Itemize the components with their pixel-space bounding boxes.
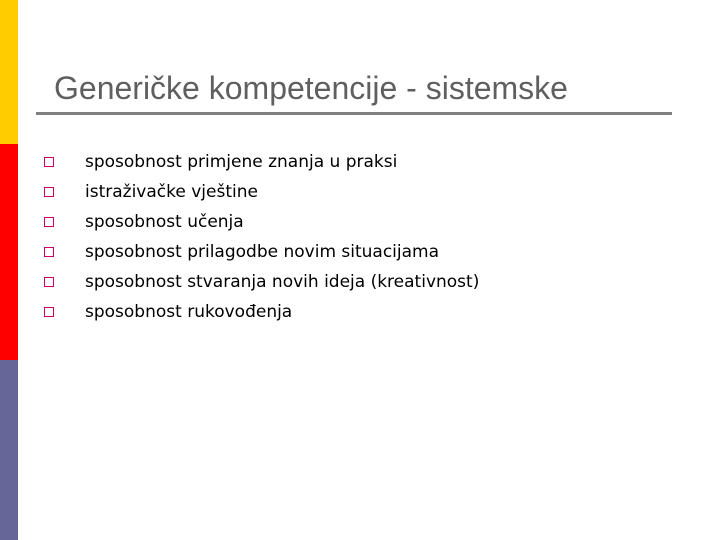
bullet-text: sposobnost rukovođenja (85, 302, 293, 322)
square-bullet-icon (44, 217, 54, 227)
square-bullet-icon (44, 307, 54, 317)
square-bullet-icon (44, 187, 54, 197)
bullet-text: sposobnost stvaranja novih ideja (kreativnost) (85, 272, 480, 292)
square-bullet-icon (44, 277, 54, 287)
bullet-text: istraživačke vještine (85, 182, 258, 202)
side-stripe-purple (0, 360, 18, 540)
title-underline (36, 112, 672, 115)
bullet-text: sposobnost prilagodbe novim situacijama (85, 242, 440, 262)
bullet-text: sposobnost primjene znanja u praksi (85, 152, 398, 172)
side-stripe-red (0, 144, 18, 360)
slide-title: Generičke kompetencije - sistemske (54, 70, 568, 106)
square-bullet-icon (44, 247, 54, 257)
side-stripe-yellow (0, 0, 18, 144)
square-bullet-icon (44, 157, 54, 167)
bullet-text: sposobnost učenja (85, 212, 244, 232)
